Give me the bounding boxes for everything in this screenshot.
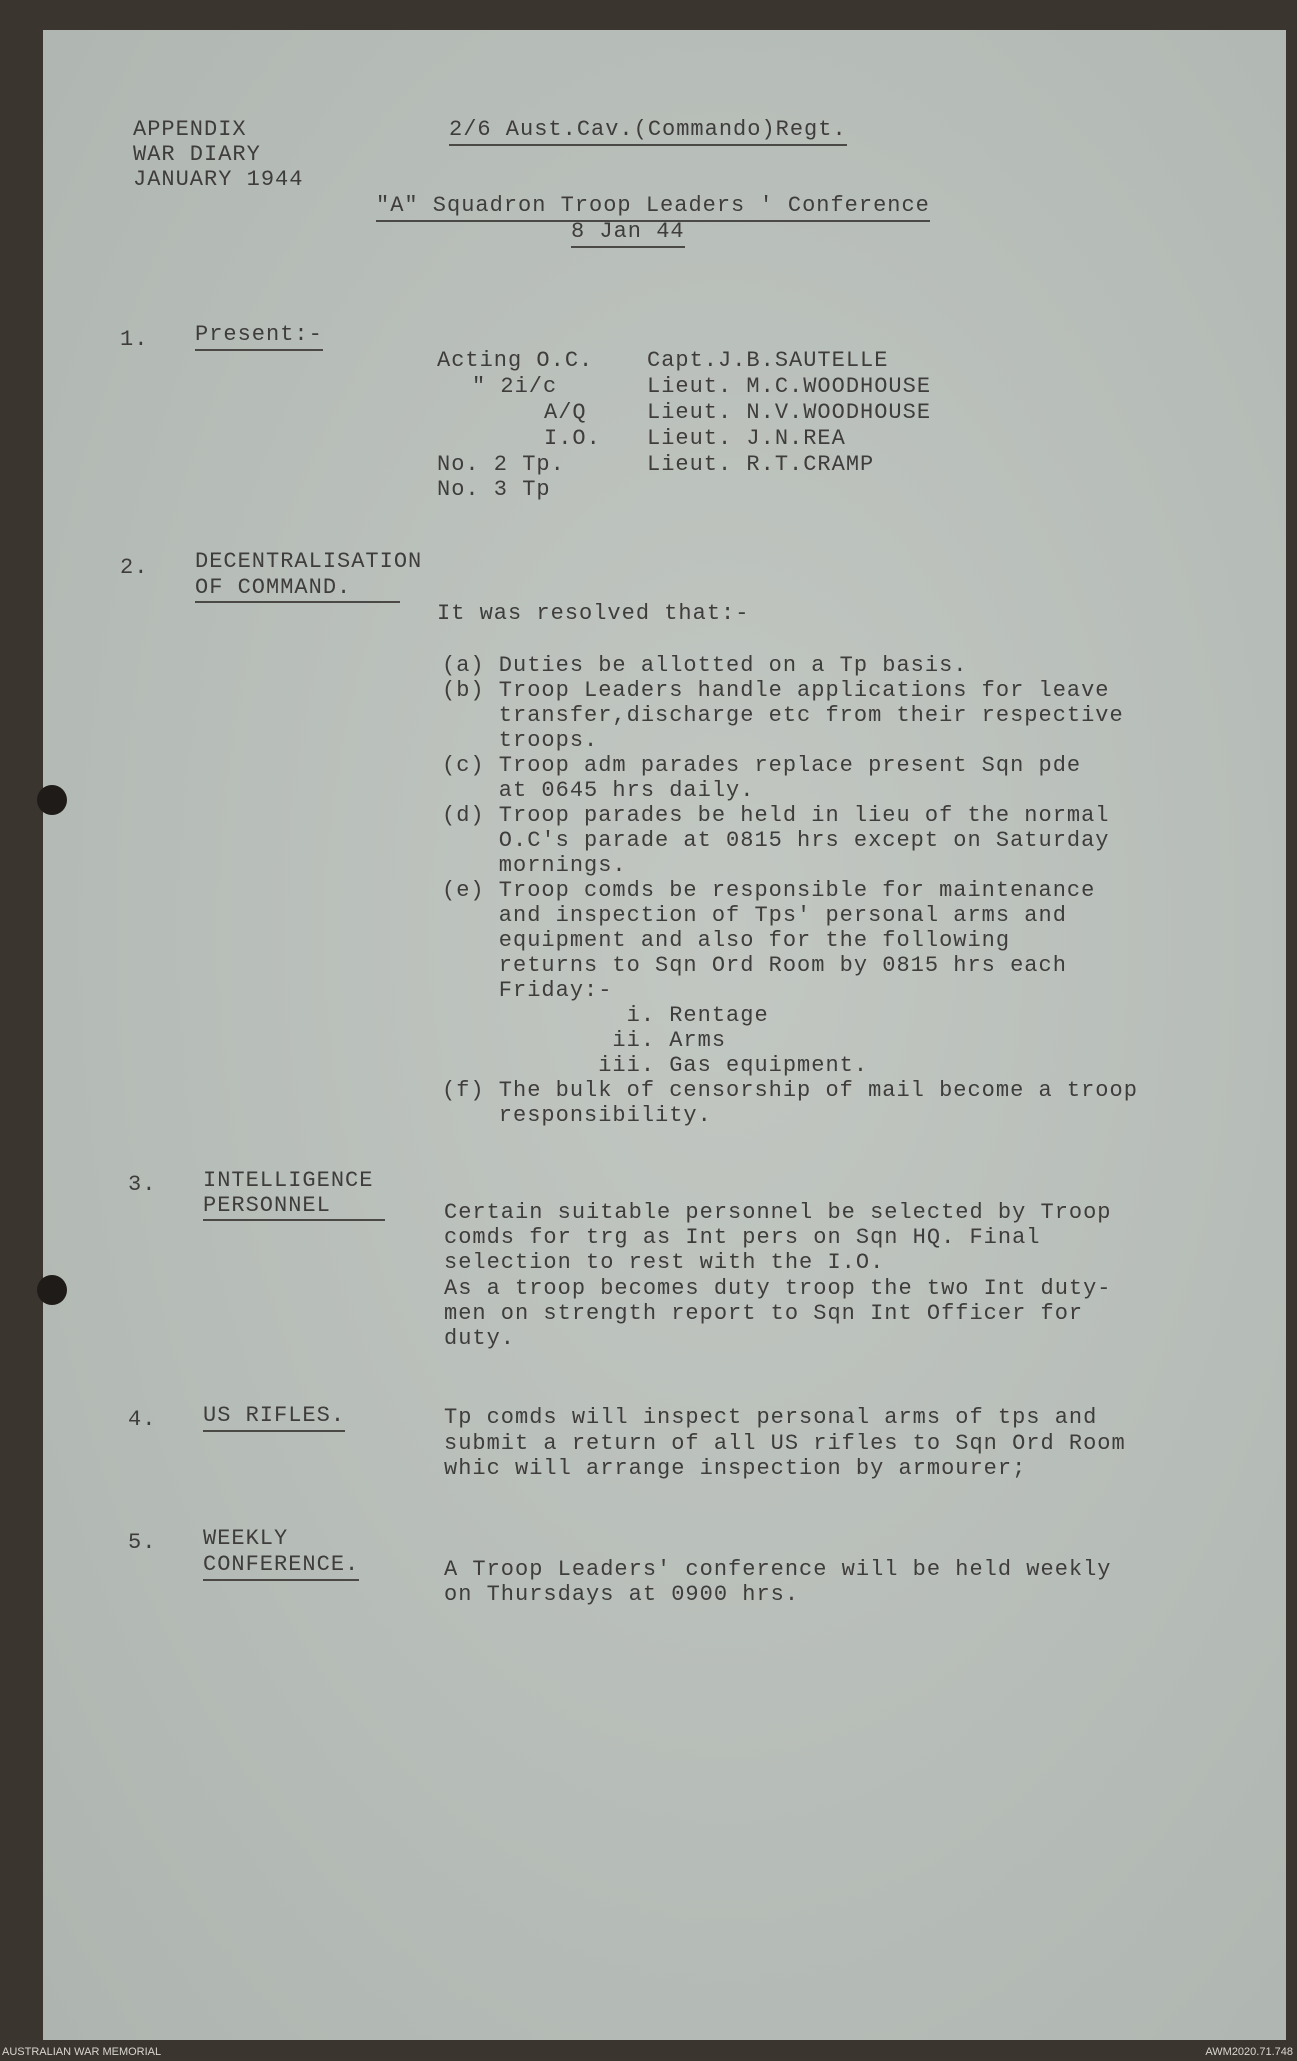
- resolution-line: (f) The bulk of censorship of mail become a troop: [442, 1078, 1138, 1103]
- section-3-heading-line-1: INTELLIGENCE: [203, 1168, 374, 1193]
- resolution-line: (c) Troop adm parades replace present Sqn pde: [442, 753, 1082, 778]
- resolution-line: (a) Duties be allotted on a Tp basis.: [442, 653, 968, 678]
- resolution-line: (b) Troop Leaders handle applications for leave: [442, 678, 1110, 703]
- footer-institution: AUSTRALIAN WAR MEMORIAL: [2, 2046, 162, 2058]
- present-role: I.O.: [544, 426, 601, 451]
- conference-date: 8 Jan 44: [571, 219, 685, 248]
- resolution-line: Friday:-: [442, 978, 613, 1003]
- section-5-heading-line-1: WEEKLY: [203, 1526, 289, 1551]
- section-1-heading: Present:-: [195, 322, 323, 351]
- resolution-line: returns to Sqn Ord Room by 0815 hrs each: [442, 953, 1067, 978]
- month-label: JANUARY 1944: [133, 167, 304, 192]
- section-4-number: 4.: [128, 1407, 157, 1432]
- body-line: Tp comds will inspect personal arms of tps and: [444, 1405, 1098, 1430]
- unit-title: 2/6 Aust.Cav.(Commando)Regt.: [449, 117, 847, 146]
- section-1-number: 1.: [120, 327, 149, 352]
- body-line: submit a return of all US rifles to Sqn Ord Room: [444, 1431, 1126, 1456]
- resolution-line: and inspection of Tps' personal arms and: [442, 903, 1067, 928]
- present-name: Lieut. J.N.REA: [647, 426, 846, 451]
- present-role: Acting O.C.: [437, 348, 594, 373]
- section-2-heading-underline: [195, 601, 400, 603]
- section-3-heading-line-2: PERSONNEL: [203, 1193, 331, 1218]
- present-role: No. 2 Tp.: [437, 452, 565, 477]
- resolution-line: i. Rentage: [442, 1003, 769, 1028]
- appendix-label: APPENDIX: [133, 117, 247, 142]
- section-2-heading-line-1: DECENTRALISATION: [195, 549, 423, 574]
- present-name: Lieut. N.V.WOODHOUSE: [647, 400, 932, 425]
- section-5-heading-line-2: CONFERENCE.: [203, 1552, 359, 1581]
- resolution-line: O.C's parade at 0815 hrs except on Saturday: [442, 828, 1110, 853]
- section-4-heading: US RIFLES.: [203, 1403, 345, 1432]
- present-name: Lieut. R.T.CRAMP: [647, 452, 875, 477]
- punch-hole-bottom: [37, 1275, 67, 1305]
- resolution-line: ii. Arms: [442, 1028, 727, 1053]
- body-line: As a troop becomes duty troop the two Int duty-: [444, 1276, 1112, 1301]
- body-line: on Thursdays at 0900 hrs.: [444, 1582, 800, 1607]
- body-line: men on strength report to Sqn Int Officer for: [444, 1301, 1084, 1326]
- resolution-line: mornings.: [442, 853, 627, 878]
- section-3-heading-underline: [203, 1219, 385, 1221]
- section-2-intro: It was resolved that:-: [437, 601, 750, 626]
- resolution-line: equipment and also for the following: [442, 928, 1011, 953]
- present-role: No. 3 Tp: [437, 477, 551, 502]
- resolution-line: responsibility.: [442, 1103, 712, 1128]
- body-line: Certain suitable personnel be selected by Troop: [444, 1200, 1112, 1225]
- section-2-heading-line-2: OF COMMAND.: [195, 575, 352, 600]
- resolution-line: transfer,discharge etc from their respective: [442, 703, 1124, 728]
- body-line: comds for trg as Int pers on Sqn HQ. Final: [444, 1225, 1041, 1250]
- resolution-line: troops.: [442, 728, 599, 753]
- footer-accession: AWM2020.71.748: [1205, 2046, 1293, 2058]
- present-role: A/Q: [544, 400, 587, 425]
- section-3-number: 3.: [128, 1172, 157, 1197]
- resolution-line: (d) Troop parades be held in lieu of the normal: [442, 803, 1110, 828]
- section-5-number: 5.: [128, 1530, 157, 1555]
- section-2-number: 2.: [120, 555, 149, 580]
- resolution-line: iii. Gas equipment.: [442, 1053, 869, 1078]
- body-line: whic will arrange inspection by armourer;: [444, 1456, 1027, 1481]
- present-role: " 2i/c: [472, 374, 558, 399]
- present-name: Capt.J.B.SAUTELLE: [647, 348, 889, 373]
- present-name: Lieut. M.C.WOODHOUSE: [647, 374, 932, 399]
- war-diary-label: WAR DIARY: [133, 142, 261, 167]
- punch-hole-top: [37, 785, 67, 815]
- body-line: selection to rest with the I.O.: [444, 1250, 885, 1275]
- resolution-line: at 0645 hrs daily.: [442, 778, 755, 803]
- conference-title: "A" Squadron Troop Leaders ' Conference: [376, 193, 930, 222]
- body-line: duty.: [444, 1326, 516, 1351]
- resolution-line: (e) Troop comds be responsible for maintenance: [442, 878, 1096, 903]
- body-line: A Troop Leaders' conference will be held weekly: [444, 1557, 1112, 1582]
